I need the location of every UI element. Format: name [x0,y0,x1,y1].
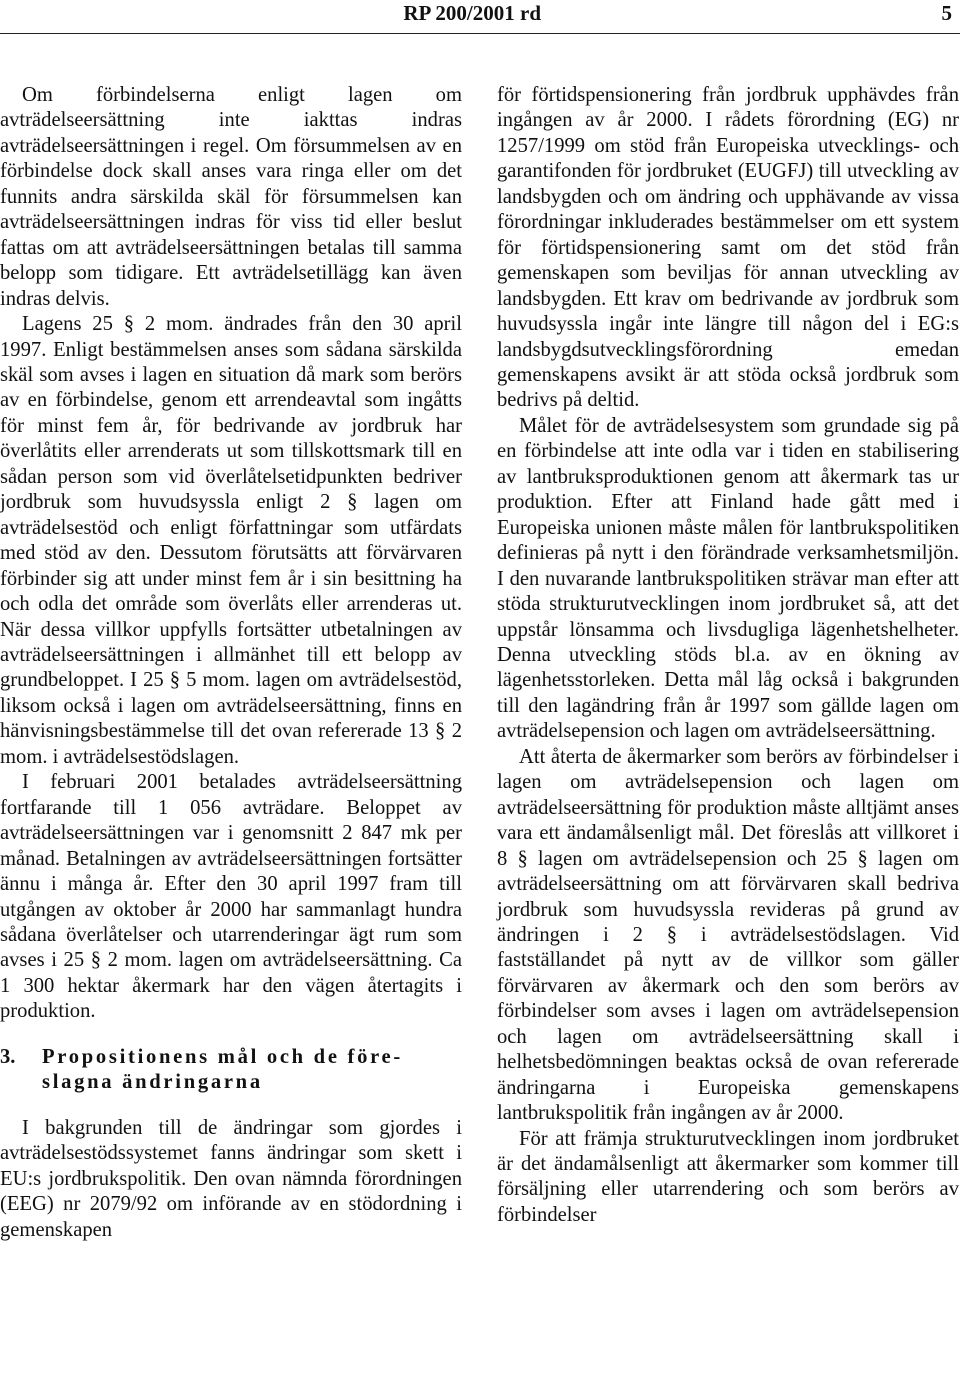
paragraph-lagens-25: Lagens 25 § 2 mom. ändrades från den 30 april 1997. Enligt bestämmelsen anses som sådana särskilda skäl som avses i lagen en situation då mark som berörs av en förbindelse, genom ett arrendeavtal som ingåtts för minst fem år, för bedrivande av jordbruk har överlåtits eller arrenderats ut som tillskottsmark till en sådan person som vid överlåtelsetidpunkten bedriver jordbruk som huvudsyssla enligt 2 § lagen om avträdelsestöd och enligt författningar som utfärdats med stöd av den. Dessutom förutsätts att förvärvaren förbinder sig att under minst fem år i sin besittning ha och odla det område som överlåts eller arrenderas ut. När dessa villkor uppfylls fortsätter utbetalningen av avträdelseersättningen i allmänhet till ett belopp av grundbeloppet. I 25 § 5 mom. lagen om avträdelsestöd, liksom också i lagen om avträdelseersättning, finns en hänvisningsbestämmelse till det ovan refererade 13 § 2 mom. i avträdelsestödslagen. [0,313,462,768]
paragraph-bakgrunden: I bakgrunden till de ändringar som gjordes i avträdelsestödssystemet fanns ändringar som skett i EU:s jordbrukspolitik. Den ovan nämnda förordningen (EEG) nr 2079/92 om införande av en stödordning i gemenskapen [0,1116,462,1241]
paragraph-februari-2001: I februari 2001 betalades avträdelseersättning fortfarande till 1 056 avträdare. Beloppet av avträdelseersättningen var i genomsnitt 2 847 mk per månad. Betalningen av avträdelseersättningen fortsätter ännu i många år. Efter den 30 april 1997 fram till utgången av oktober år 2000 har sammanlagt hundra sådana överlåtelser och utarrenderingar ägt rum som avses i 25 § 2 mom. lagen om avträdelseersättning. Ca 1 300 hektar åkermark har den vägen återtagits i produktion. [0,771,462,1023]
paragraph-fortidspensionering: för förtidspensionering från jordbruk upphävdes från ingången av år 2000. I rådets förordning (EG) nr 1257/1999 om stöd från Europeiska utvecklings- och garantifonden för jordbruket (EUGFJ) till utveckling av landsbygden och om ändring och upphävande av vissa förordningar inkluderades bestämmelser om ett system för förtidspensionering samt om det stöd från gemenskapen som beviljas för annan utveckling av landsbygden. Ett krav om bedrivande av jordbruk som huvudsyssla ingår inte längre till någon del i EG:s landsbygdsutvecklingsförordning emedan gemenskapens avsikt är att stöda också jordbruk som bedrivs på deltid. [497,84,959,412]
left-column [0,83,462,1243]
paragraph-malet: Målet för de avträdelsesystem som grundade sig på en förbindelse att inte odla var i tiden en stabilisering av lantbruksproduktionen genom att åkermark tas ur produktion. Efter att Finland hade gått med i Europeiska unionen måste målen för lantbrukspolitiken definieras på nytt i den förändrade verksamhetsmiljön. I den nuvarande lantbrukspolitiken strävar man efter att stöda strukturutvecklingen inom jordbruket så, att det uppstår lönsamma och livsdugliga lägenhetshelheter. Denna utveckling stöds bl.a. av en ökning av lägenhetsstorleken. Detta mål låg också i bakgrunden till den lagändring från år 1997 som gällde lagen om avträdelsepension och lagen om avträdelseersättning. [497,414,959,743]
running-header [0,0,960,28]
paragraph-framja: För att främja strukturutvecklingen inom jordbruket är det ändamålsenligt att åkermarker som kommer till försäljning eller utarrendering och som berörs av förbindelser [497,1127,959,1226]
section-number: 3. [0,1045,16,1068]
header-rule [0,33,960,34]
paragraph-forbindelser: Om förbindelserna enligt lagen om avträdelseersättning inte iakttas indras avträdelseersättningen i regel. Om försummelsen av en förbindelse dock skall anses vara ringa eller om det funnits andra särskilda skäl för försummelsen kan avträdelseersättningen indras för viss tid eller beslut fattas om att avträdelseersättningen betalas till samma belopp som tidigare. Ett avträdelsetillägg kan även indras delvis. [0,84,462,310]
section-title-line2: slagna ändringarna [42,1071,263,1094]
paragraph-att-aterta: Att återta de åkermarker som berörs av förbindelser i lagen om avträdelsepension och lagen om avträdelseersättning för produktion måste alltjämt anses vara ett ändamålsenligt mål. Det föreslås att villkoret i 8 § lagen om avträdelsepension och 25 § lagen om avträdelseersättning om att förvärvaren skall bedriva jordbruk som huvudsyssla revideras på grund av ändringen i 2 § i avträdelsestödslagen. Vid fastställandet på nytt av de villkor som gäller förvärvaren av åkermark och den som berörs av förbindelser som avses i lagen om avträdelsepension och lagen om avträdelseersättning skall i helhetsbedömningen beaktas också de ovan refererade ändringarna i Europeiska gemenskapens lantbrukspolitik från ingången av år 2000. [497,745,959,1125]
running-title: RP 200/2001 rd [403,1,541,25]
section-title-line1: Propositionens mål och de före- [42,1045,403,1068]
right-column [497,83,959,1228]
section-heading [0,1045,462,1096]
page-number: 5 [941,1,952,25]
